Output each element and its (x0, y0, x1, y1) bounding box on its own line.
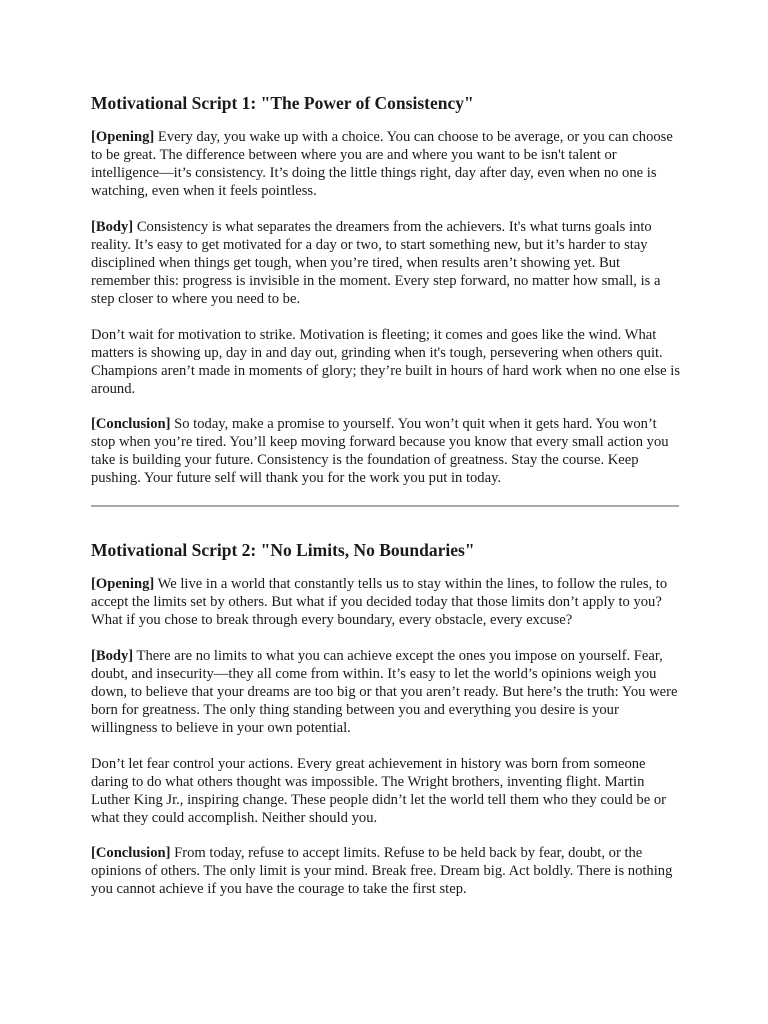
body-text: Consistency is what separates the dreamers from the achievers. It's what turns goals into reality. It’s easy to get motivated for a day or two, to start something new, but it’s harder to stay disciplined when things get tough, when you’re tired, when results aren’t showing yet. But remember this: progress is invisible in the moment. Every step forward, no matter how small, is a step closer to where you need to be. (91, 219, 661, 307)
script-2-body (91, 647, 681, 737)
body-text: There are no limits to what you can achieve except the ones you impose on yourself. Fear, doubt, and insecurity—they all come from within. It’s easy to let the world’s opinions weigh you down, to believe that your dreams are too big or that you aren’t ready. But here’s the truth: You were born for greatness. The only thing standing between you and everything you desire is your willingness to believe in your own potential. (91, 648, 678, 736)
script-1-body (91, 218, 681, 308)
opening-label: [Opening] (91, 129, 155, 145)
script-1-opening (91, 128, 681, 200)
conclusion-text: So today, make a promise to yourself. You won’t quit when it gets hard. You won’t stop when you’re tired. You’ll keep moving forward because you know that every small action you take is building your future. Consistency is the foundation of greatness. Stay the course. Keep pushing. Your future self will thank you for the work you put in today. (91, 416, 669, 486)
script-2-paragraph: Don’t let fear control your actions. Every great achievement in history was born from someone daring to do what others thought was impossible. The Wright brothers, inventing flight. Martin Luther King Jr., inspiring change. These people didn’t let the world tell them who they could be or what they could accomplish. Neither should you. (91, 756, 666, 826)
script-1-section (91, 92, 681, 487)
script-1-paragraph: Don’t wait for motivation to strike. Motivation is fleeting; it comes and goes like the wind. What matters is showing up, day in and day out, grinding when it's tough, persevering when others quit. Champions aren’t made in moments of glory; they’re built in hours of hard work when no one else is around. (91, 327, 681, 397)
section-divider (91, 505, 679, 507)
conclusion-text: From today, refuse to accept limits. Refuse to be held back by fear, doubt, or the opinions of others. The only limit is your mind. Break free. Dream big. Act boldly. There is nothing you cannot achieve if you have the courage to take the first step. (91, 845, 673, 897)
script-2-conclusion (91, 844, 681, 898)
script-1-conclusion (91, 415, 681, 487)
script-2-section (91, 539, 681, 898)
document-content (91, 92, 681, 898)
opening-label: [Opening] (91, 576, 155, 592)
script-2-title: Motivational Script 2: "No Limits, No Boundaries" (91, 540, 475, 560)
body-label: [Body] (91, 648, 134, 664)
conclusion-label: [Conclusion] (91, 845, 171, 861)
conclusion-label: [Conclusion] (91, 416, 171, 432)
body-label: [Body] (91, 219, 134, 235)
script-2-opening (91, 575, 681, 629)
opening-text: We live in a world that constantly tells us to stay within the lines, to follow the rules, to accept the limits set by others. But what if you decided today that those limits don’t apply to you? What if you chose to break through every boundary, every obstacle, every excuse? (91, 576, 668, 628)
script-1-title: Motivational Script 1: "The Power of Consistency" (91, 93, 474, 113)
opening-text: Every day, you wake up with a choice. You can choose to be average, or you can choose to be great. The difference between where you are and where you want to be isn't talent or intelligence—it’s consistency. It’s doing the little things right, day after day, even when no one is watching, even when it feels pointless. (91, 129, 673, 199)
